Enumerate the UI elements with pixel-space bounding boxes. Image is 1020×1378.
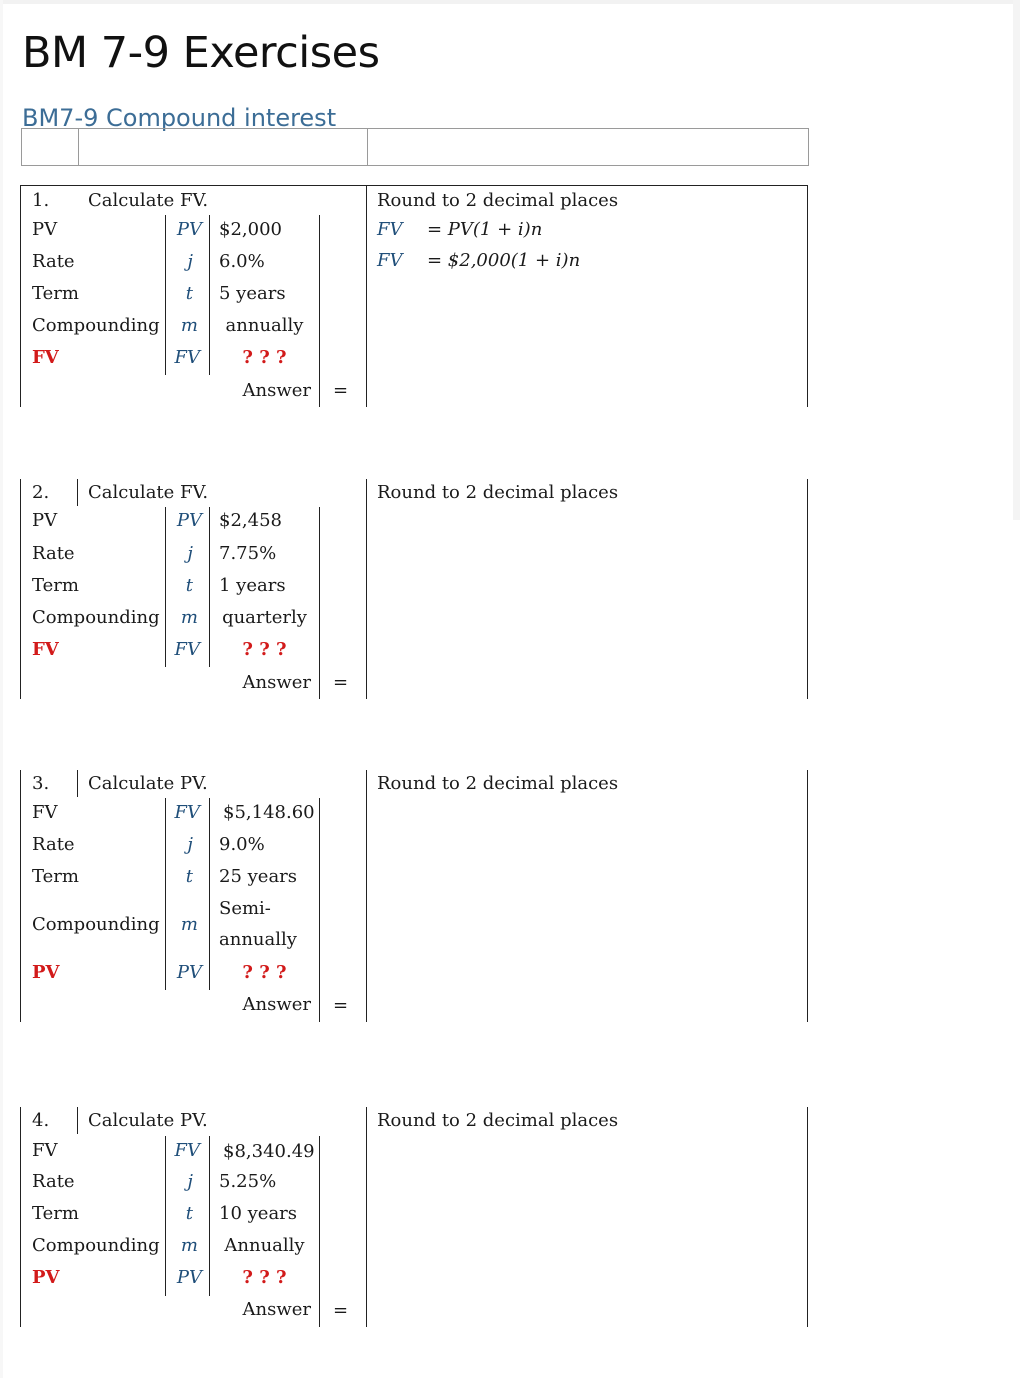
answer-equals: = bbox=[333, 380, 349, 401]
row-symbol: m bbox=[180, 1235, 198, 1256]
page-title: BM 7-9 Exercises bbox=[22, 28, 380, 78]
row-value-unknown: ? ? ? bbox=[242, 347, 287, 368]
table-border bbox=[807, 185, 808, 407]
header-table-cell-divider bbox=[78, 129, 79, 165]
row-symbol: PV bbox=[176, 962, 202, 983]
rounding-note: Round to 2 decimal places bbox=[377, 190, 619, 211]
row-label: Compounding bbox=[32, 315, 160, 336]
row-label-unknown: FV bbox=[32, 347, 59, 368]
exercise-instruction: Calculate PV. bbox=[88, 1110, 208, 1131]
row-label: Term bbox=[32, 866, 79, 887]
row-symbol: j bbox=[187, 543, 193, 564]
table-border bbox=[20, 185, 21, 407]
table-border bbox=[165, 798, 166, 990]
row-symbol: FV bbox=[174, 639, 200, 660]
row-value-unknown: ? ? ? bbox=[242, 1267, 287, 1288]
table-border bbox=[366, 1107, 367, 1327]
table-border bbox=[165, 215, 166, 375]
exercise-instruction: Calculate FV. bbox=[88, 482, 209, 503]
table-border bbox=[20, 185, 808, 186]
row-symbol: t bbox=[185, 283, 193, 304]
table-border bbox=[165, 507, 166, 667]
row-symbol: m bbox=[180, 914, 198, 935]
row-label: Term bbox=[32, 283, 79, 304]
window-top-edge bbox=[0, 0, 1020, 4]
row-value: 5 years bbox=[219, 283, 286, 304]
table-border bbox=[807, 479, 808, 699]
formula-lhs: FV bbox=[377, 219, 403, 240]
row-symbol: j bbox=[187, 251, 193, 272]
rounding-note: Round to 2 decimal places bbox=[377, 482, 619, 503]
row-label: Compounding bbox=[32, 914, 160, 935]
formula-rhs: = $2,000(1 + i)n bbox=[427, 250, 581, 271]
answer-label: Answer bbox=[242, 380, 311, 401]
exercise-number: 1. bbox=[32, 190, 50, 211]
row-label-unknown: PV bbox=[32, 962, 60, 983]
table-border bbox=[319, 798, 320, 1022]
row-symbol: j bbox=[187, 834, 193, 855]
row-label: Compounding bbox=[32, 1235, 160, 1256]
exercise-instruction: Calculate FV. bbox=[88, 190, 209, 211]
table-border bbox=[20, 770, 21, 1022]
row-symbol: FV bbox=[174, 1140, 200, 1161]
row-symbol: t bbox=[185, 575, 193, 596]
row-label: Compounding bbox=[32, 607, 160, 628]
row-value: 25 years bbox=[219, 866, 298, 887]
row-value-line1: Semi- bbox=[219, 898, 271, 919]
row-value: 10 years bbox=[219, 1203, 298, 1224]
table-border bbox=[77, 479, 78, 506]
row-value: quarterly bbox=[222, 607, 307, 628]
row-value-unknown: ? ? ? bbox=[242, 639, 287, 660]
rounding-note: Round to 2 decimal places bbox=[377, 773, 619, 794]
answer-equals: = bbox=[333, 1300, 349, 1321]
answer-label: Answer bbox=[242, 1299, 311, 1320]
row-label: Rate bbox=[32, 251, 75, 272]
section-heading: BM7-9 Compound interest bbox=[22, 104, 337, 132]
row-symbol: j bbox=[187, 1171, 193, 1192]
page-left-edge bbox=[0, 0, 3, 1378]
row-value: $2,458 bbox=[219, 510, 282, 531]
exercise-number: 2. bbox=[32, 482, 50, 503]
row-label: Rate bbox=[32, 834, 75, 855]
row-label-unknown: PV bbox=[32, 1267, 60, 1288]
row-value: 5.25% bbox=[219, 1171, 277, 1192]
row-value: Annually bbox=[224, 1235, 305, 1256]
table-border bbox=[807, 770, 808, 1022]
table-border bbox=[319, 215, 320, 407]
row-symbol: PV bbox=[176, 219, 202, 240]
table-border bbox=[20, 479, 21, 699]
formula-lhs: FV bbox=[377, 250, 403, 271]
answer-label: Answer bbox=[242, 994, 311, 1015]
row-symbol: t bbox=[185, 1203, 193, 1224]
table-border bbox=[77, 770, 78, 797]
row-symbol: FV bbox=[174, 802, 200, 823]
row-value: 6.0% bbox=[219, 251, 265, 272]
table-border bbox=[20, 1107, 21, 1327]
row-value: 7.75% bbox=[219, 543, 277, 564]
table-border bbox=[77, 1107, 78, 1134]
row-label: Term bbox=[32, 575, 79, 596]
table-border bbox=[366, 479, 367, 699]
row-value: 1 years bbox=[219, 575, 286, 596]
answer-equals: = bbox=[333, 995, 349, 1016]
row-symbol: m bbox=[180, 315, 198, 336]
row-value-unknown: ? ? ? bbox=[242, 962, 287, 983]
row-label: PV bbox=[32, 219, 58, 240]
row-label: FV bbox=[32, 802, 58, 823]
header-table-cell-divider bbox=[367, 129, 368, 165]
row-value: annually bbox=[225, 315, 304, 336]
exercise-instruction: Calculate PV. bbox=[88, 773, 208, 794]
exercise-number: 3. bbox=[32, 773, 50, 794]
row-symbol: PV bbox=[176, 510, 202, 531]
row-symbol: m bbox=[180, 607, 198, 628]
page-right-edge bbox=[1013, 0, 1020, 520]
row-value: $2,000 bbox=[219, 219, 282, 240]
exercise-number: 4. bbox=[32, 1110, 50, 1131]
row-label: FV bbox=[32, 1140, 58, 1161]
header-table bbox=[21, 128, 809, 166]
row-value: 9.0% bbox=[219, 834, 265, 855]
table-border bbox=[165, 1136, 166, 1296]
row-symbol: FV bbox=[174, 347, 200, 368]
formula-rhs: = PV(1 + i)n bbox=[427, 219, 543, 240]
answer-equals: = bbox=[333, 672, 349, 693]
table-border bbox=[319, 1136, 320, 1327]
row-symbol: PV bbox=[176, 1267, 202, 1288]
row-value: $8,340.49 bbox=[223, 1141, 315, 1162]
rounding-note: Round to 2 decimal places bbox=[377, 1110, 619, 1131]
answer-label: Answer bbox=[242, 672, 311, 693]
row-label: Rate bbox=[32, 1171, 75, 1192]
row-label: PV bbox=[32, 510, 58, 531]
table-border bbox=[319, 507, 320, 699]
table-border bbox=[807, 1107, 808, 1327]
row-symbol: t bbox=[185, 866, 193, 887]
table-border bbox=[366, 770, 367, 1022]
table-border bbox=[366, 185, 367, 407]
row-value-line2: annually bbox=[219, 929, 297, 950]
row-label: Rate bbox=[32, 543, 75, 564]
row-value: $5,148.60 bbox=[223, 802, 315, 823]
row-label: Term bbox=[32, 1203, 79, 1224]
row-label-unknown: FV bbox=[32, 639, 59, 660]
